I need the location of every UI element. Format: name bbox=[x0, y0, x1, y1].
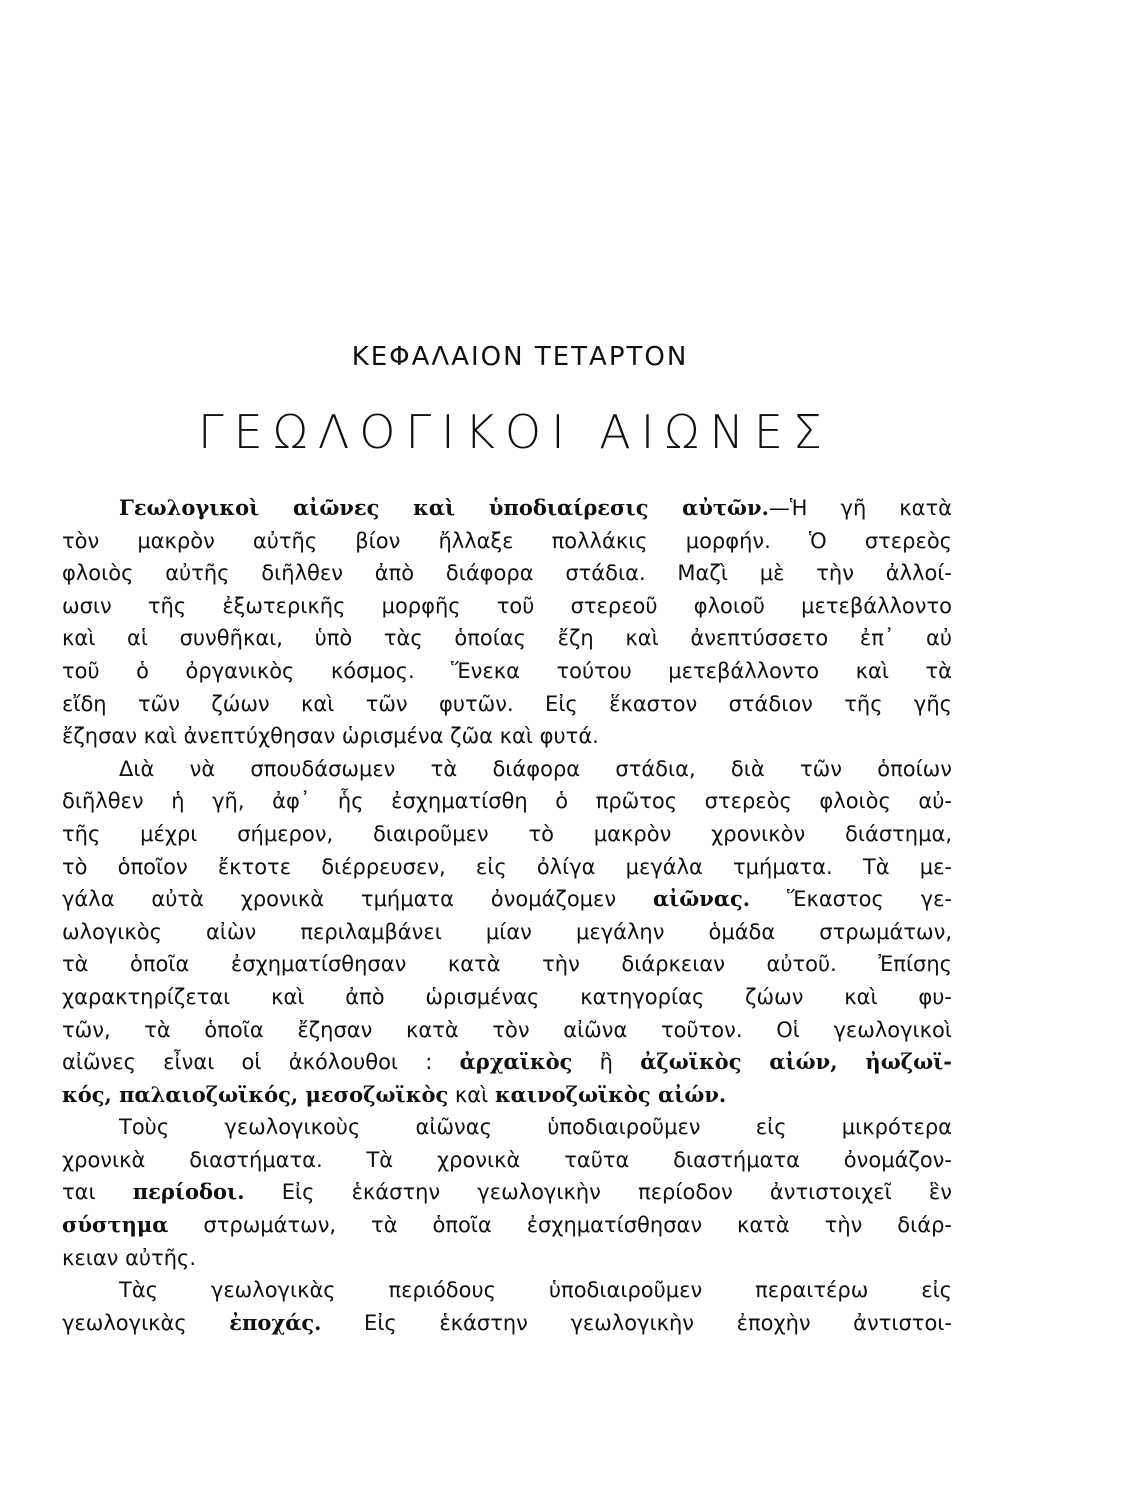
text-line: χαρακτηρίζεται καὶ ἀπὸ ὡρισμένας κατηγορίας ζώων καὶ φυ- bbox=[62, 984, 952, 1009]
text-span: γεωλογικὰς bbox=[62, 1310, 230, 1335]
text-span: γάλα αὐτὰ χρονικὰ τμήματα ὀνομάζομεν bbox=[62, 887, 653, 912]
paragraph-3 bbox=[62, 1111, 952, 1274]
chapter-label: ΚΕΦΑΛΑΙΟΝ ΤΕΤΑΡΤΟΝ bbox=[351, 342, 689, 372]
text-line bbox=[62, 883, 952, 916]
text-line: τοῦ ὁ ὀργανικὸς κόσμος. Ἕνεκα τούτου μετεβάλλοντο καὶ τὰ bbox=[62, 658, 952, 683]
text-line: τὸ ὁποῖον ἔκτοτε διέρρευσεν, εἰς ὀλίγα μεγάλα τμήματα. Τὰ με- bbox=[62, 854, 952, 879]
text-span: Εἰς ἑκάστην γεωλογικὴν ἐποχὴν ἀντιστοι- bbox=[321, 1310, 952, 1335]
text-line: διῆλθεν ἡ γῆ, ἀφ᾽ ἧς ἐσχηματίσθη ὁ πρῶτος στερεὸς φλοιὸς αὐ- bbox=[62, 789, 952, 814]
text-line: τὰ ὁποῖα ἐσχηματίσθησαν κατὰ τὴν διάρκειαν αὐτοῦ. Ἐπίσης bbox=[62, 952, 952, 977]
chapter-title: ΓΕΩΛΟΓΙΚΟΙ ΑΙΩΝΕΣ bbox=[198, 405, 832, 459]
text-line: ωλογικὸς αἰὼν περιλαμβάνει μίαν μεγάλην ὁμάδα στρωμάτων, bbox=[62, 919, 952, 944]
text-line: τῶν, τὰ ὁποῖα ἔζησαν κατὰ τὸν αἰῶνα τοῦτον. Οἱ γεωλογικοὶ bbox=[62, 1017, 952, 1042]
text-line bbox=[62, 1209, 952, 1242]
text-span: αἰῶνες εἶναι οἱ ἀκόλουθοι : bbox=[62, 1050, 460, 1075]
text-line bbox=[62, 492, 952, 525]
paragraph-4 bbox=[62, 1274, 952, 1339]
bold-term: ἐποχάς. bbox=[229, 1309, 322, 1335]
text-line bbox=[62, 1176, 952, 1209]
section-heading: Γεωλογικοὶ αἰῶνες καὶ ὑποδιαίρεσις αὐτῶν. bbox=[119, 495, 769, 520]
text-line: Τοὺς γεωλογικοὺς αἰῶνας ὑποδιαιροῦμεν εἰς μικρότερα bbox=[119, 1115, 952, 1140]
text-span: —Ἡ γῆ κατὰ bbox=[768, 496, 953, 520]
text-line: Διὰ νὰ σπουδάσωμεν τὰ διάφορα στάδια, διὰ τῶν ὁποίων bbox=[119, 756, 952, 781]
paragraph-1 bbox=[62, 492, 952, 753]
text-line: τῆς μέχρι σήμερον, διαιροῦμεν τὸ μακρὸν χρονικὸν διάστημα, bbox=[62, 821, 952, 846]
text-span: καὶ bbox=[448, 1082, 495, 1107]
text-span: ται bbox=[62, 1180, 133, 1205]
text-line: Τὰς γεωλογικὰς περιόδους ὑποδιαιροῦμεν περαιτέρω εἰς bbox=[119, 1278, 952, 1303]
text-line: ωσιν τῆς ἐξωτερικῆς μορφῆς τοῦ στερεοῦ φλοιοῦ μετεβάλλοντο bbox=[62, 593, 952, 618]
text-line: φλοιὸς αὐτῆς διῆλθεν ἀπὸ διάφορα στάδια. Μαζὶ μὲ τὴν ἀλλοί- bbox=[62, 561, 952, 586]
bold-term: ἀζωϊκὸς αἰών, ἠωζωϊ- bbox=[640, 1049, 952, 1075]
text-line bbox=[62, 1079, 952, 1112]
text-line: χρονικὰ διαστήματα. Τὰ χρονικὰ ταῦτα διαστήματα ὀνομάζον- bbox=[62, 1147, 952, 1172]
text-span: στρωμάτων, τὰ ὁποῖα ἐσχηματίσθησαν κατὰ τὴν διάρ- bbox=[168, 1213, 952, 1238]
text-span: ἢ bbox=[572, 1050, 641, 1075]
bold-term: κός, παλαιοζωϊκός, μεσοζωϊκὸς bbox=[62, 1081, 449, 1107]
text-line: καὶ αἱ συνθῆκαι, ὑπὸ τὰς ὁποίας ἔζη καὶ ἀνεπτύσσετο ἐπ᾽ αὐ bbox=[62, 626, 952, 651]
text-span: Εἰς ἑκάστην γεωλογικὴν περίοδον ἀντιστοιχεῖ ἓν bbox=[244, 1180, 952, 1205]
body-text bbox=[62, 492, 952, 1339]
bold-term: περίοδοι. bbox=[132, 1179, 245, 1205]
text-span: Ἕκαστος γε- bbox=[750, 887, 952, 912]
bold-term: ἀρχαϊκὸς bbox=[459, 1049, 573, 1075]
bold-term: καινοζωϊκὸς αἰών. bbox=[494, 1081, 727, 1107]
paragraph-2 bbox=[62, 753, 952, 1112]
text-line bbox=[62, 1307, 952, 1340]
text-line: κειαν αὐτῆς. bbox=[62, 1245, 197, 1270]
bold-term: αἰῶνας. bbox=[652, 886, 751, 912]
text-line: εἴδη τῶν ζώων καὶ τῶν φυτῶν. Εἰς ἕκαστον στάδιον τῆς γῆς bbox=[62, 691, 952, 716]
bold-term: σύστημα bbox=[62, 1212, 169, 1238]
text-line: τὸν μακρὸν αὐτῆς βίον ἤλλαξε πολλάκις μορφήν. Ὁ στερεὸς bbox=[62, 528, 952, 553]
text-line bbox=[62, 1046, 952, 1079]
text-line: ἔζησαν καὶ ἀνεπτύχθησαν ὡρισμένα ζῶα καὶ φυτά. bbox=[62, 724, 599, 749]
